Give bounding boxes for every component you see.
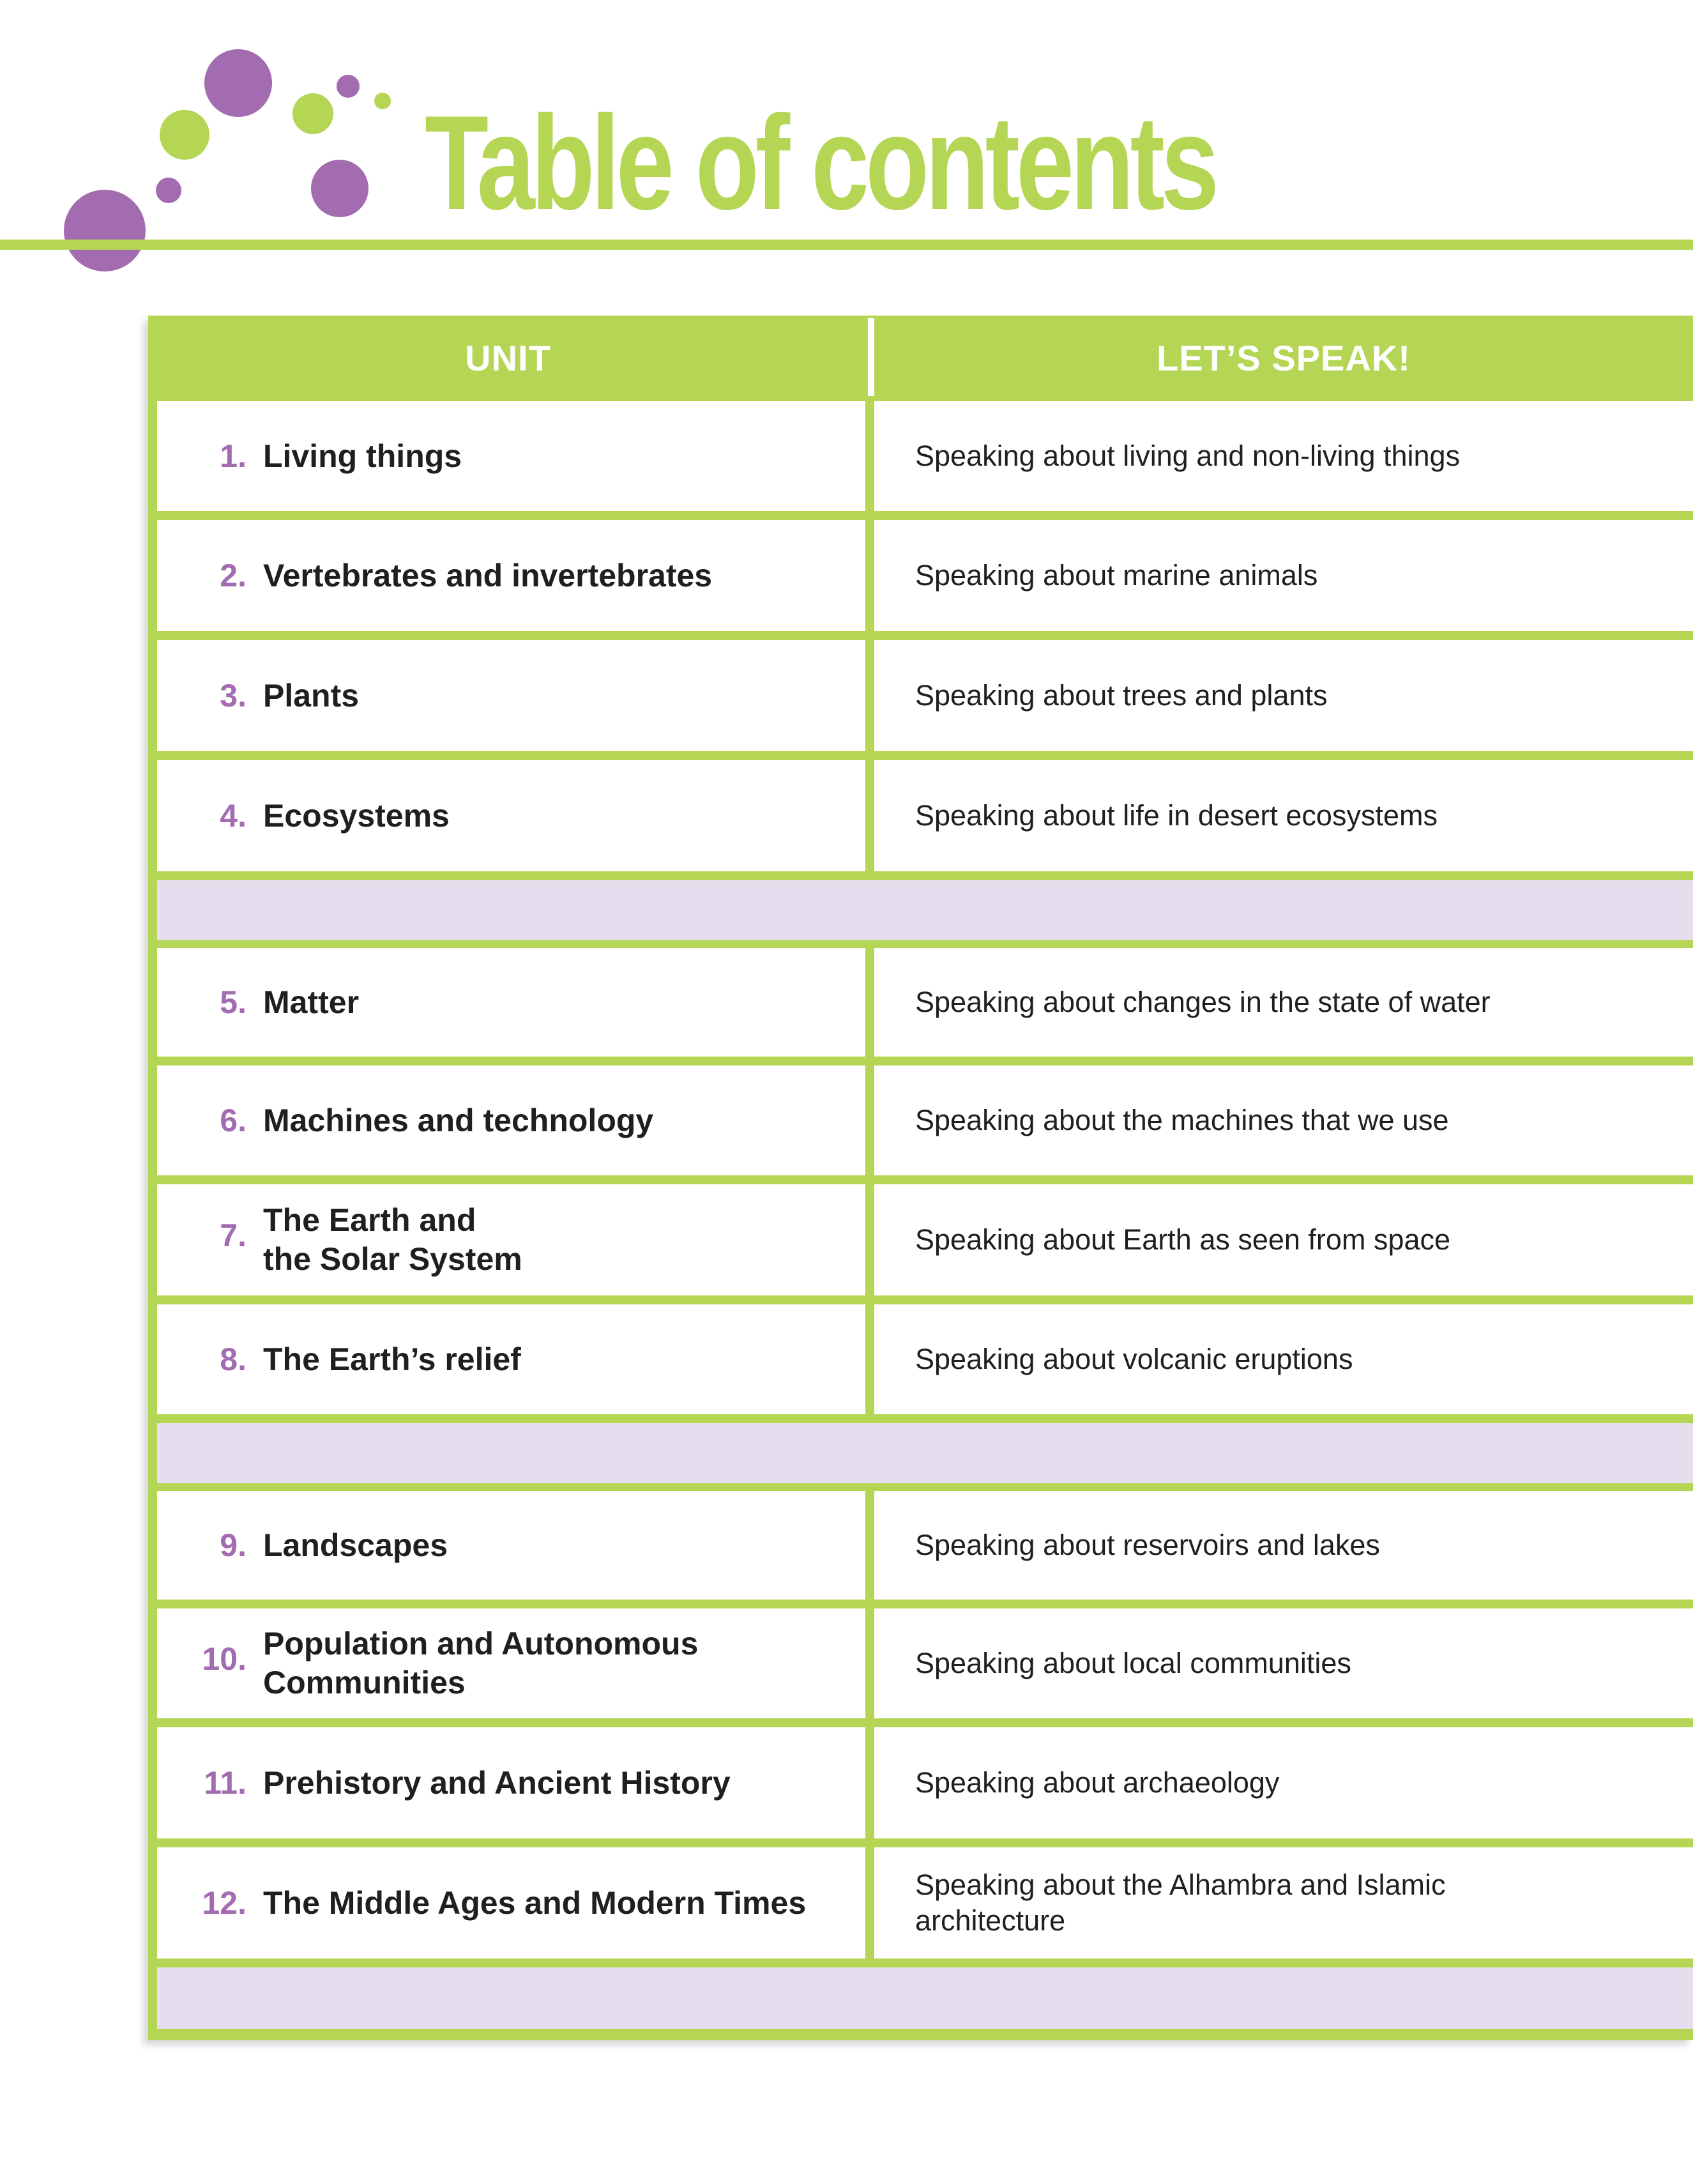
speak-text: Speaking about volcanic eruptions [915,1343,1353,1375]
decorative-bubble [64,190,146,271]
speak-cell [874,1491,1693,1600]
table-row [157,760,1693,871]
unit-cell [157,1184,865,1295]
speak-cell [874,401,1693,511]
unit-title: Vertebrates and invertebrates [263,557,713,593]
speak-text: Speaking about the machines that we use [915,1104,1449,1136]
unit-title: Ecosystems [263,797,450,834]
table-header [148,316,1693,400]
decorative-bubble [292,93,333,134]
header-divider [868,318,874,396]
speak-cell [874,1304,1693,1414]
unit-title: Living things [263,438,462,474]
section-band [157,1423,1693,1483]
unit-cell [157,1847,865,1959]
unit-cell [157,1065,865,1175]
speak-text: Speaking about trees and plants [915,679,1328,712]
table-row [157,401,1693,511]
unit-cell [157,760,865,871]
speak-cell [874,520,1693,631]
speak-text: Speaking about life in desert ecosystems [915,799,1438,832]
speak-cell [874,1184,1693,1295]
unit-title: Matter [263,984,360,1020]
speak-cell [874,640,1693,751]
decorative-bubble [204,49,272,117]
unit-title: Prehistory and Ancient History [263,1764,731,1801]
unit-title: Landscapes [263,1527,448,1563]
unit-title: The Earth’s relief [263,1341,521,1377]
unit-title: Plants [263,677,360,714]
decorative-bubble [160,110,209,160]
page-title: Table of contents [425,88,1215,238]
table-row [157,1184,1693,1295]
speak-text: Speaking about marine animals [915,559,1318,592]
unit-number: 10. [202,1641,247,1677]
section-band [157,1967,1693,2029]
unit-number: 4. [220,798,247,834]
unit-number: 6. [220,1103,247,1138]
table-row [157,1608,1693,1718]
speak-text: Speaking about the Alhambra and Islamic architecture [915,1868,1446,1937]
unit-cell [157,520,865,631]
unit-number: 8. [220,1341,247,1377]
speak-text: Speaking about Earth as seen from space [915,1223,1451,1256]
contents-table [148,316,1693,2040]
unit-cell [157,1608,865,1718]
unit-number: 1. [220,438,247,474]
speak-text: Speaking about local communities [915,1647,1351,1679]
unit-number: 5. [220,984,247,1020]
speak-cell [874,1847,1693,1959]
table-row [157,1491,1693,1600]
unit-title: The Earth and the Solar System [263,1202,522,1277]
unit-title: The Middle Ages and Modern Times [263,1884,807,1921]
speak-cell [874,760,1693,871]
decorative-bubble [374,93,391,109]
unit-number: 7. [220,1218,247,1253]
unit-number: 12. [202,1885,247,1921]
table-row [157,1727,1693,1838]
unit-column-header: UNIT [465,337,551,378]
unit-title: Machines and technology [263,1102,654,1138]
decorative-bubble [337,75,360,98]
unit-cell [157,640,865,751]
speak-cell [874,1065,1693,1175]
unit-cell [157,1491,865,1600]
unit-title: Population and Autonomous Communities [263,1626,699,1700]
speak-text: Speaking about archaeology [915,1766,1280,1799]
speak-cell [874,948,1693,1057]
table-row [157,640,1693,751]
title-divider [0,240,1693,250]
speak-text: Speaking about reservoirs and lakes [915,1529,1380,1561]
unit-number: 2. [220,558,247,593]
speak-column-header: LET’S SPEAK! [1157,337,1411,378]
unit-cell [157,1304,865,1414]
speak-cell [874,1608,1693,1718]
unit-number: 9. [220,1527,247,1563]
table-row [157,520,1693,631]
unit-cell [157,948,865,1057]
unit-number: 11. [204,1765,247,1801]
speak-cell [874,1727,1693,1838]
unit-cell [157,1727,865,1838]
table-row [157,1304,1693,1414]
table-row [157,948,1693,1057]
table-row [157,1847,1693,1959]
decorative-bubble [156,178,181,203]
table-row [157,1065,1693,1175]
decorative-bubble [311,160,368,217]
speak-text: Speaking about changes in the state of water [915,986,1491,1018]
unit-cell [157,401,865,511]
speak-text: Speaking about living and non-living things [915,439,1461,472]
unit-number: 3. [220,678,247,714]
section-band [157,880,1693,940]
